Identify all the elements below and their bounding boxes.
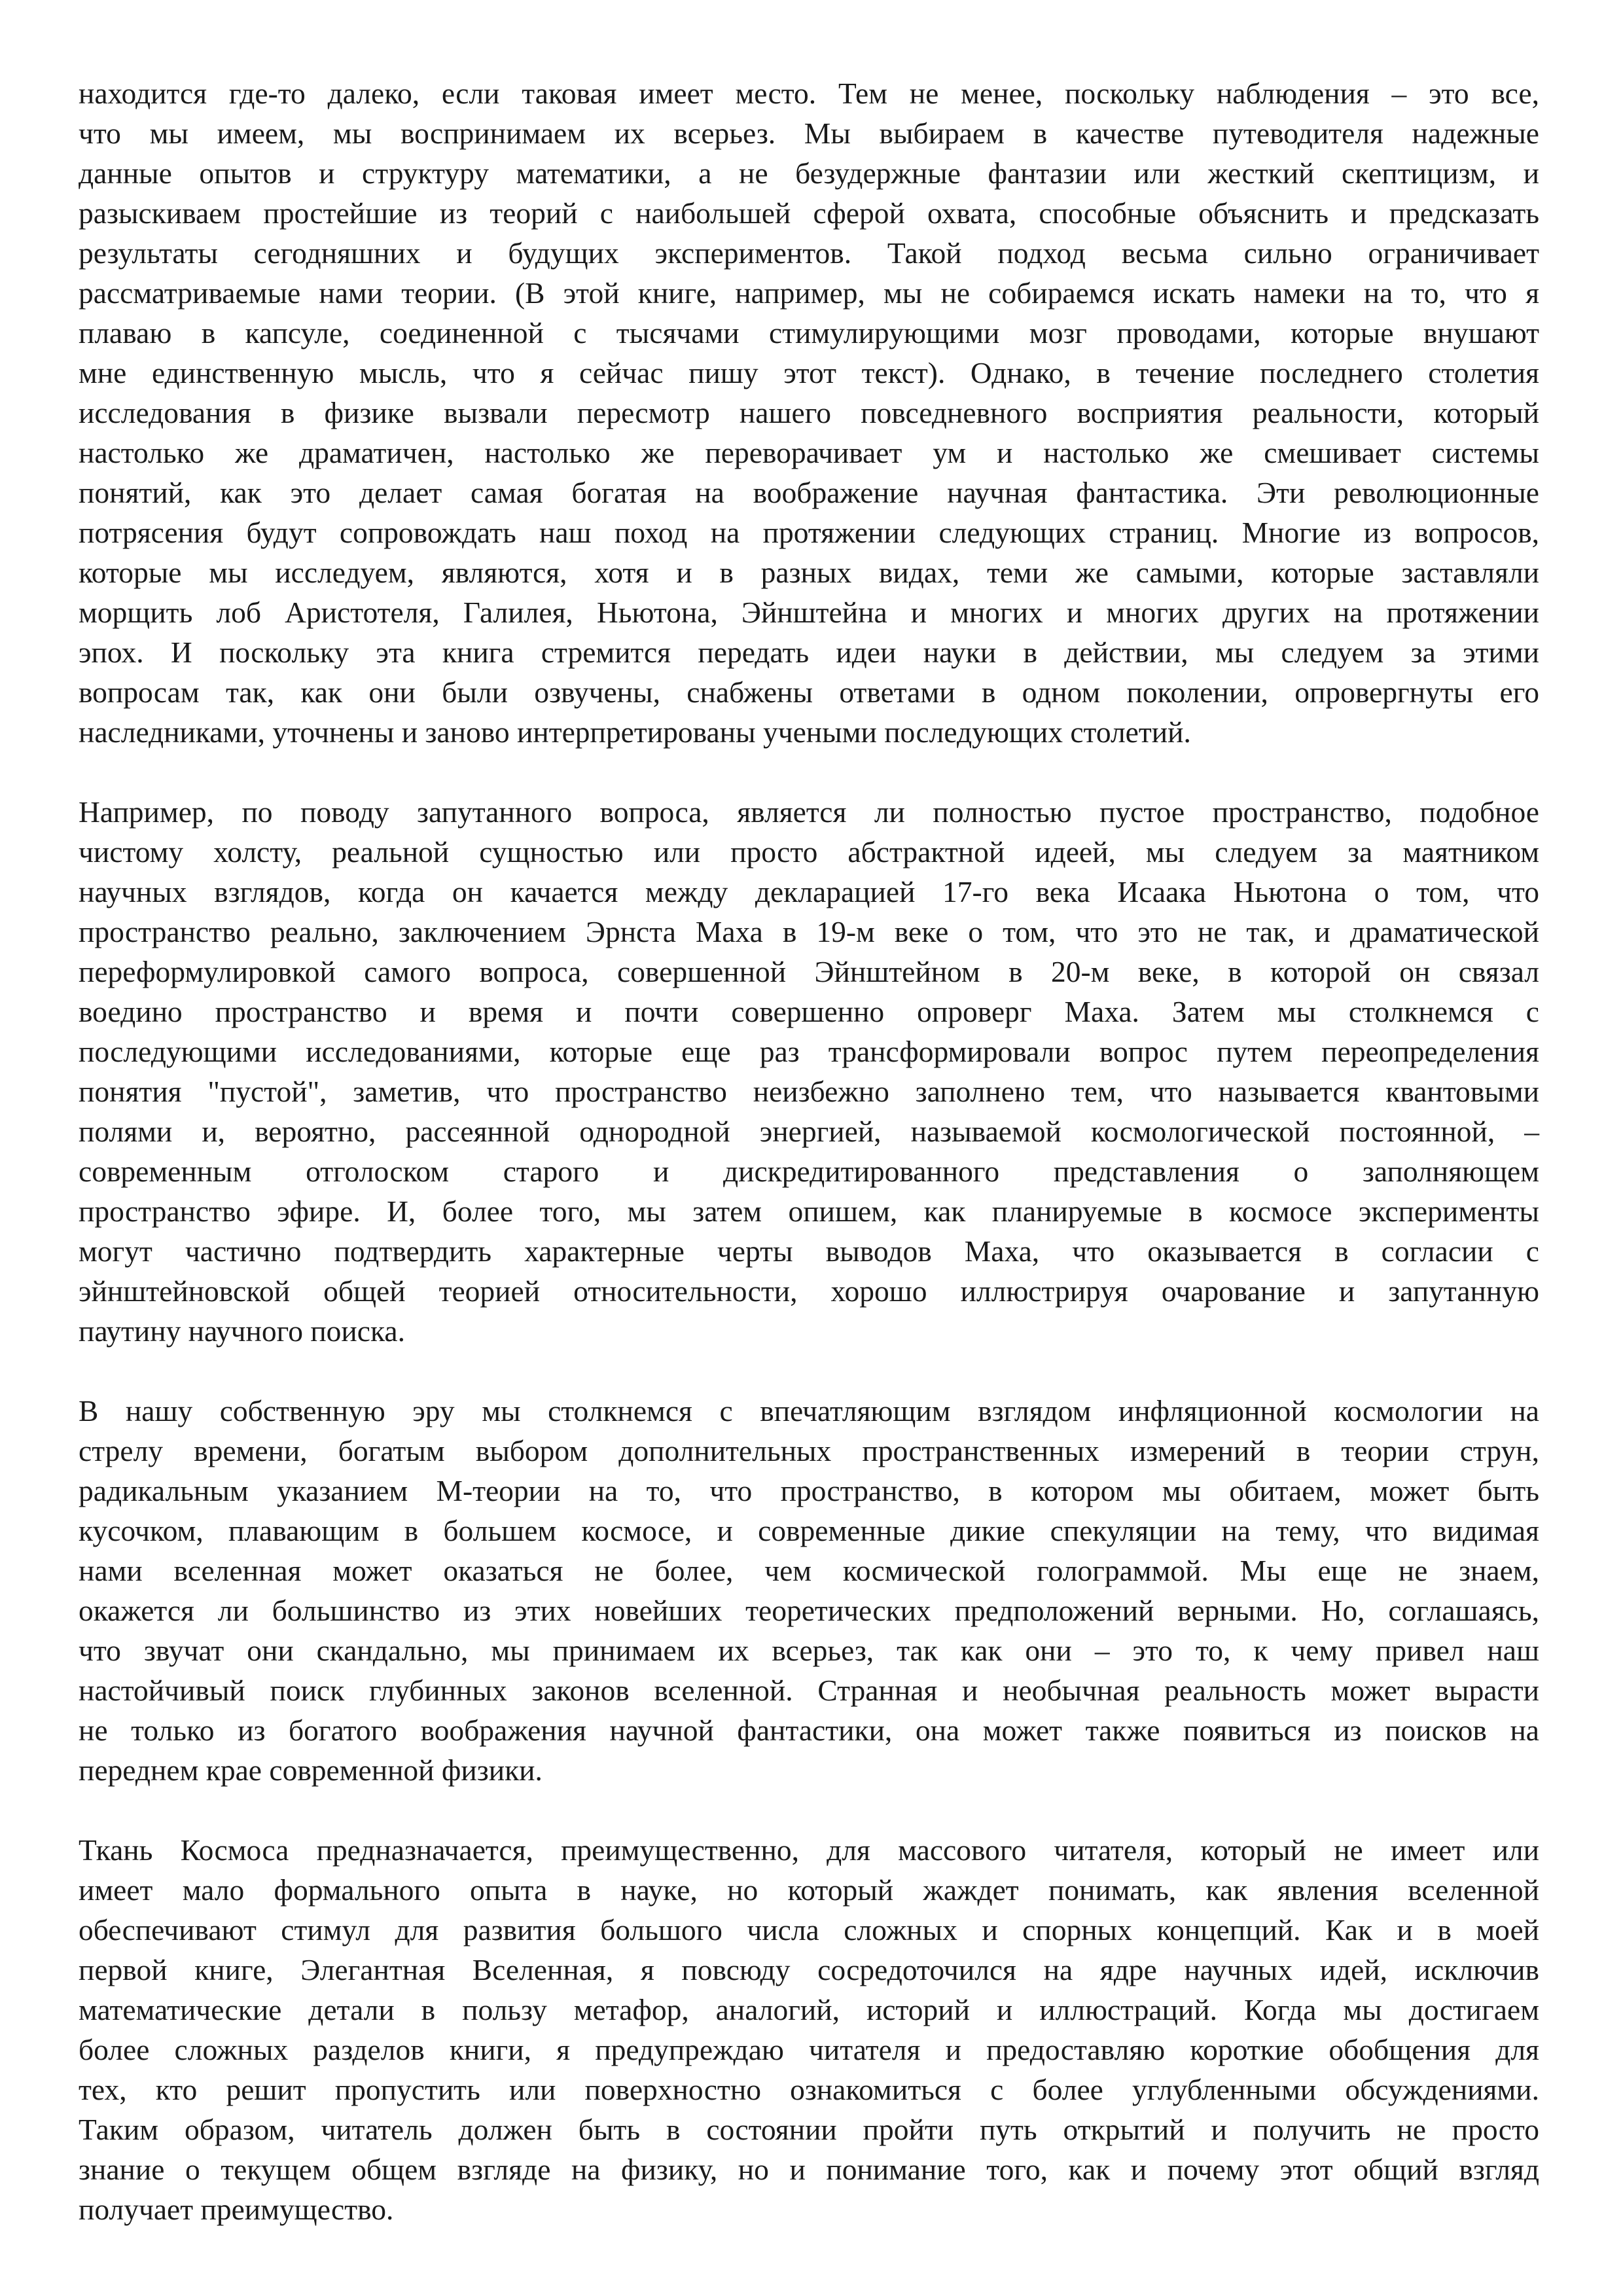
text-line: кусочком, плавающим в большем космосе, и современные дикие спекуляции на тему, что видимая xyxy=(79,1514,1539,1547)
text-line: исследования в физике вызвали пересмотр нашего повседневного восприятия реальности, который xyxy=(79,396,1539,429)
text-line: чистому холсту, реальной сущностью или просто абстрактной идеей, мы следуем за маятником xyxy=(79,835,1539,869)
text-line: пространство эфире. И, более того, мы затем опишем, как планируемые в космосе эксперименты xyxy=(79,1194,1539,1228)
text-line: Например, по поводу запутанного вопроса, является ли полностью пустое пространство, подобное xyxy=(79,795,1539,829)
text-line: более сложных разделов книги, я предупреждаю читателя и предоставляю короткие обобщения для xyxy=(79,2033,1539,2066)
text-line: что звучат они скандально, мы принимаем их всерьез, так как они – это то, к чему привел наш xyxy=(79,1634,1539,1667)
text-line: потрясения будут сопровождать наш поход на протяжении следующих страниц. Многие из вопросов, xyxy=(79,516,1539,549)
text-line: паутину научного поиска. xyxy=(79,1314,405,1348)
text-line: эйнштейновской общей теорией относительности, хорошо иллюстрируя очарование и запутанную xyxy=(79,1274,1539,1308)
paragraph-3 xyxy=(79,1391,1539,1790)
text-line: Ткань Космоса предназначается, преимущественно, для массового читателя, который не имеет или xyxy=(79,1833,1539,1867)
text-line: которые мы исследуем, являются, хотя и в разных видах, теми же самыми, которые заставляли xyxy=(79,556,1539,589)
text-line: переднем крае современной физики. xyxy=(79,1753,543,1787)
text-line: вопросам так, как они были озвучены, снабжены ответами в одном поколении, опровергнуты его xyxy=(79,675,1539,709)
paragraph-1 xyxy=(79,73,1539,752)
document-page xyxy=(79,73,1539,2269)
text-line: разыскиваем простейшие из теорий с наибольшей сферой охвата, способные объяснить и предсказать xyxy=(79,196,1539,230)
text-line: плаваю в капсуле, соединенной с тысячами стимулирующими мозг проводами, которые внушают xyxy=(79,316,1539,350)
text-line: научных взглядов, когда он качается между декларацией 17-го века Исаака Ньютона о том, что xyxy=(79,875,1539,908)
text-line: получает преимущество. xyxy=(79,2193,394,2226)
text-line: знание о текущем общем взгляде на физику, но и понимание того, как и почему этот общий взгляд xyxy=(79,2153,1539,2186)
text-line: наследниками, уточнены и заново интерпретированы учеными последующих столетий. xyxy=(79,715,1191,749)
paragraph-4 xyxy=(79,1830,1539,2229)
text-line: рассматриваемые нами теории. (В этой книге, например, мы не собираемся искать намеки на то, что я xyxy=(79,276,1539,310)
text-line: переформулировкой самого вопроса, совершенной Эйнштейном в 20-м веке, в которой он связал xyxy=(79,955,1539,988)
text-line: нами вселенная может оказаться не более, чем космической голограммой. Мы еще не знаем, xyxy=(79,1554,1539,1587)
paragraph-2 xyxy=(79,792,1539,1351)
text-line: современным отголоском старого и дискредитированного представления о заполняющем xyxy=(79,1155,1539,1188)
text-line: морщить лоб Аристотеля, Галилея, Ньютона, Эйнштейна и многих и многих других на протяжении xyxy=(79,596,1539,629)
text-line: данные опытов и структуру математики, а не безудержные фантазии или жесткий скептицизм, и xyxy=(79,156,1539,190)
text-line: Таким образом, читатель должен быть в состоянии пройти путь открытий и получить не просто xyxy=(79,2113,1539,2146)
text-line: окажется ли большинство из этих новейших теоретических предположений верными. Но, соглашаясь, xyxy=(79,1594,1539,1627)
text-line: могут частично подтвердить характерные черты выводов Маха, что оказывается в согласии с xyxy=(79,1234,1539,1268)
text-line: математические детали в пользу метафор, аналогий, историй и иллюстраций. Когда мы достигаем xyxy=(79,1993,1539,2026)
text-line: имеет мало формального опыта в науке, но который жаждет понимать, как явления вселенной xyxy=(79,1873,1539,1907)
text-line: радикальным указанием М-теории на то, что пространство, в котором мы обитаем, может быть xyxy=(79,1474,1539,1507)
text-line: последующими исследованиями, которые еще раз трансформировали вопрос путем переопределения xyxy=(79,1035,1539,1068)
text-line: стрелу времени, богатым выбором дополнительных пространственных измерений в теории струн, xyxy=(79,1434,1539,1467)
text-line: В нашу собственную эру мы столкнемся с впечатляющим взглядом инфляционной космологии на xyxy=(79,1394,1539,1427)
text-line: что мы имеем, мы воспринимаем их всерьез. Мы выбираем в качестве путеводителя надежные xyxy=(79,117,1539,150)
text-line: эпох. И поскольку эта книга стремится передать идеи науки в действии, мы следуем за этими xyxy=(79,636,1539,669)
text-line: пространство реально, заключением Эрнста Маха в 19-м веке о том, что это не так, и драматической xyxy=(79,915,1539,948)
text-line: настолько же драматичен, настолько же переворачивает ум и настолько же смешивает системы xyxy=(79,436,1539,469)
text-line: полями и, вероятно, рассеянной однородной энергией, называемой космологической постоянной, – xyxy=(79,1115,1539,1148)
text-line: тех, кто решит пропустить или поверхностно ознакомиться с более углубленными обсуждениями. xyxy=(79,2073,1539,2106)
text-line: понятий, как это делает самая богатая на воображение научная фантастика. Эти революционные xyxy=(79,476,1539,509)
text-line: не только из богатого воображения научной фантастики, она может также появиться из поисков на xyxy=(79,1713,1539,1747)
text-line: обеспечивают стимул для развития большого числа сложных и спорных концепций. Как и в моей xyxy=(79,1913,1539,1946)
text-line: мне единственную мысль, что я сейчас пишу этот текст). Однако, в течение последнего столетия xyxy=(79,356,1539,389)
text-line: результаты сегодняшних и будущих экспериментов. Такой подход весьма сильно ограничивает xyxy=(79,236,1539,270)
text-line: понятия "пустой", заметив, что пространство неизбежно заполнено тем, что называется квантовыми xyxy=(79,1075,1539,1108)
text-line: первой книге, Элегантная Вселенная, я повсюду сосредоточился на ядре научных идей, исключив xyxy=(79,1953,1539,1986)
text-line: находится где-то далеко, если таковая имеет место. Тем не менее, поскольку наблюдения – это все, xyxy=(79,77,1539,110)
text-line: настойчивый поиск глубинных законов вселенной. Странная и необычная реальность может вырасти xyxy=(79,1674,1539,1707)
text-line: воедино пространство и время и почти совершенно опроверг Маха. Затем мы столкнемся с xyxy=(79,995,1539,1028)
